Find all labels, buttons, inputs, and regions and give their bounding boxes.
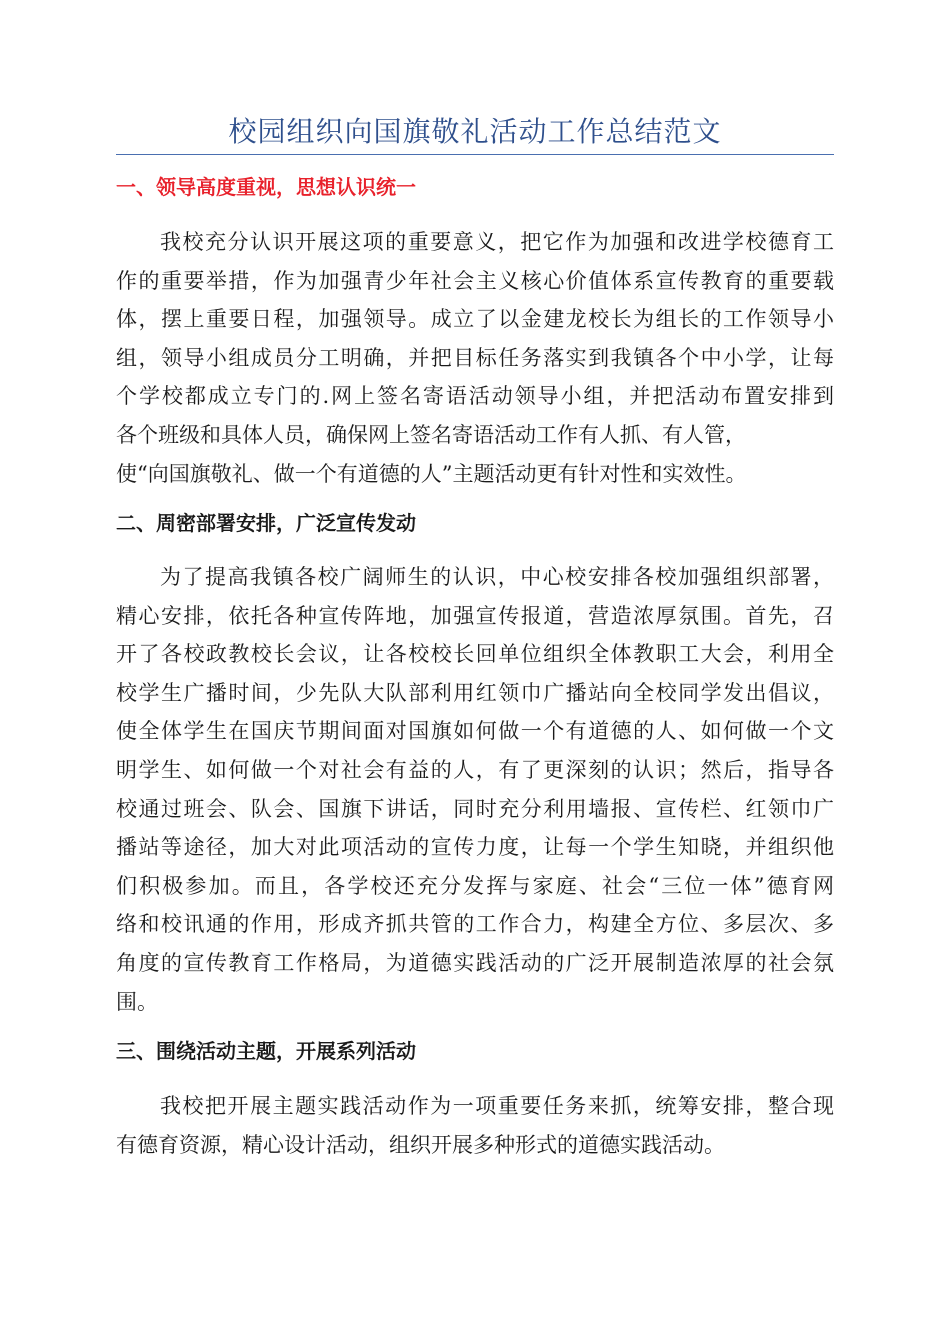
section-1-heading: 一、领导高度重视，思想认识统一 (116, 175, 416, 199)
paragraph-line: 体，摆上重要日程，加强领导。成立了以金建龙校长为组长的工作领导小 (116, 307, 834, 332)
paragraph-line: 为了提高我镇各校广阔师生的认识，中心校安排各校加强组织部署， (160, 565, 834, 589)
paragraph-line: 开了各校政教校长会议，让各校校长回单位组织全体教职工大会，利用全 (116, 642, 834, 667)
paragraph-line: 组，领导小组成员分工明确，并把目标任务落实到我镇各个中小学，让每 (116, 345, 834, 370)
paragraph-line: 明学生、如何做一个对社会有益的人，有了更深刻的认识；然后，指导各 (116, 757, 834, 782)
paragraph-line: 们积极参加。而且，各学校还充分发挥与家庭、社会“三位一体”德育网 (116, 873, 834, 898)
paragraph-line: 围。 (116, 989, 158, 1014)
paragraph-line: 角度的宣传教育工作格局，为道德实践活动的广泛开展制造浓厚的社会氛 (116, 950, 834, 975)
paragraph-line: 作的重要举措，作为加强青少年社会主义核心价值体系宣传教育的重要载 (116, 268, 834, 293)
paragraph-line: 络和校讯通的作用，形成齐抓共管的工作合力，构建全方位、多层次、多 (116, 912, 834, 937)
paragraph-line: 播站等途径，加大对此项活动的宣传力度，让每一个学生知晓，并组织他 (116, 835, 834, 860)
paragraph-line: 我校充分认识开展这项的重要意义，把它作为加强和改进学校德育工 (160, 230, 834, 254)
paragraph-line: 有德育资源，精心设计活动，组织开展多种形式的道德实践活动。 (116, 1132, 725, 1157)
paragraph-line: 使“向国旗敬礼、做一个有道德的人”主题活动更有针对性和实效性。 (116, 461, 747, 486)
section-2-paragraph (116, 558, 834, 1021)
paragraph-line: 使全体学生在国庆节期间面对国旗如何做一个有道德的人、如何做一个文 (116, 719, 834, 744)
paragraph-line: 精心安排，依托各种宣传阵地，加强宣传报道，营造浓厚氛围。首先，召 (116, 603, 834, 628)
section-1-paragraph (116, 223, 834, 493)
paragraph-line: 校通过班会、队会、国旗下讲话，同时充分利用墙报、宣传栏、红领巾广 (116, 796, 834, 821)
paragraph-line: 个学校都成立专门的.网上签名寄语活动领导小组，并把活动布置安排到 (116, 384, 834, 409)
document-title: 校园组织向国旗敬礼活动工作总结范文 (228, 115, 722, 148)
section-3-paragraph (116, 1087, 834, 1164)
paragraph-line: 我校把开展主题实践活动作为一项重要任务来抓，统筹安排，整合现 (160, 1094, 834, 1118)
paragraph-line: 各个班级和具体人员，确保网上签名寄语活动工作有人抓、有人管， (116, 422, 746, 447)
title-underline (116, 154, 834, 155)
section-3-heading: 三、围绕活动主题，开展系列活动 (116, 1039, 416, 1063)
paragraph-line: 校学生广播时间，少先队大队部利用红领巾广播站向全校同学发出倡议， (116, 680, 834, 705)
section-2-heading: 二、周密部署安排，广泛宣传发动 (116, 511, 416, 535)
